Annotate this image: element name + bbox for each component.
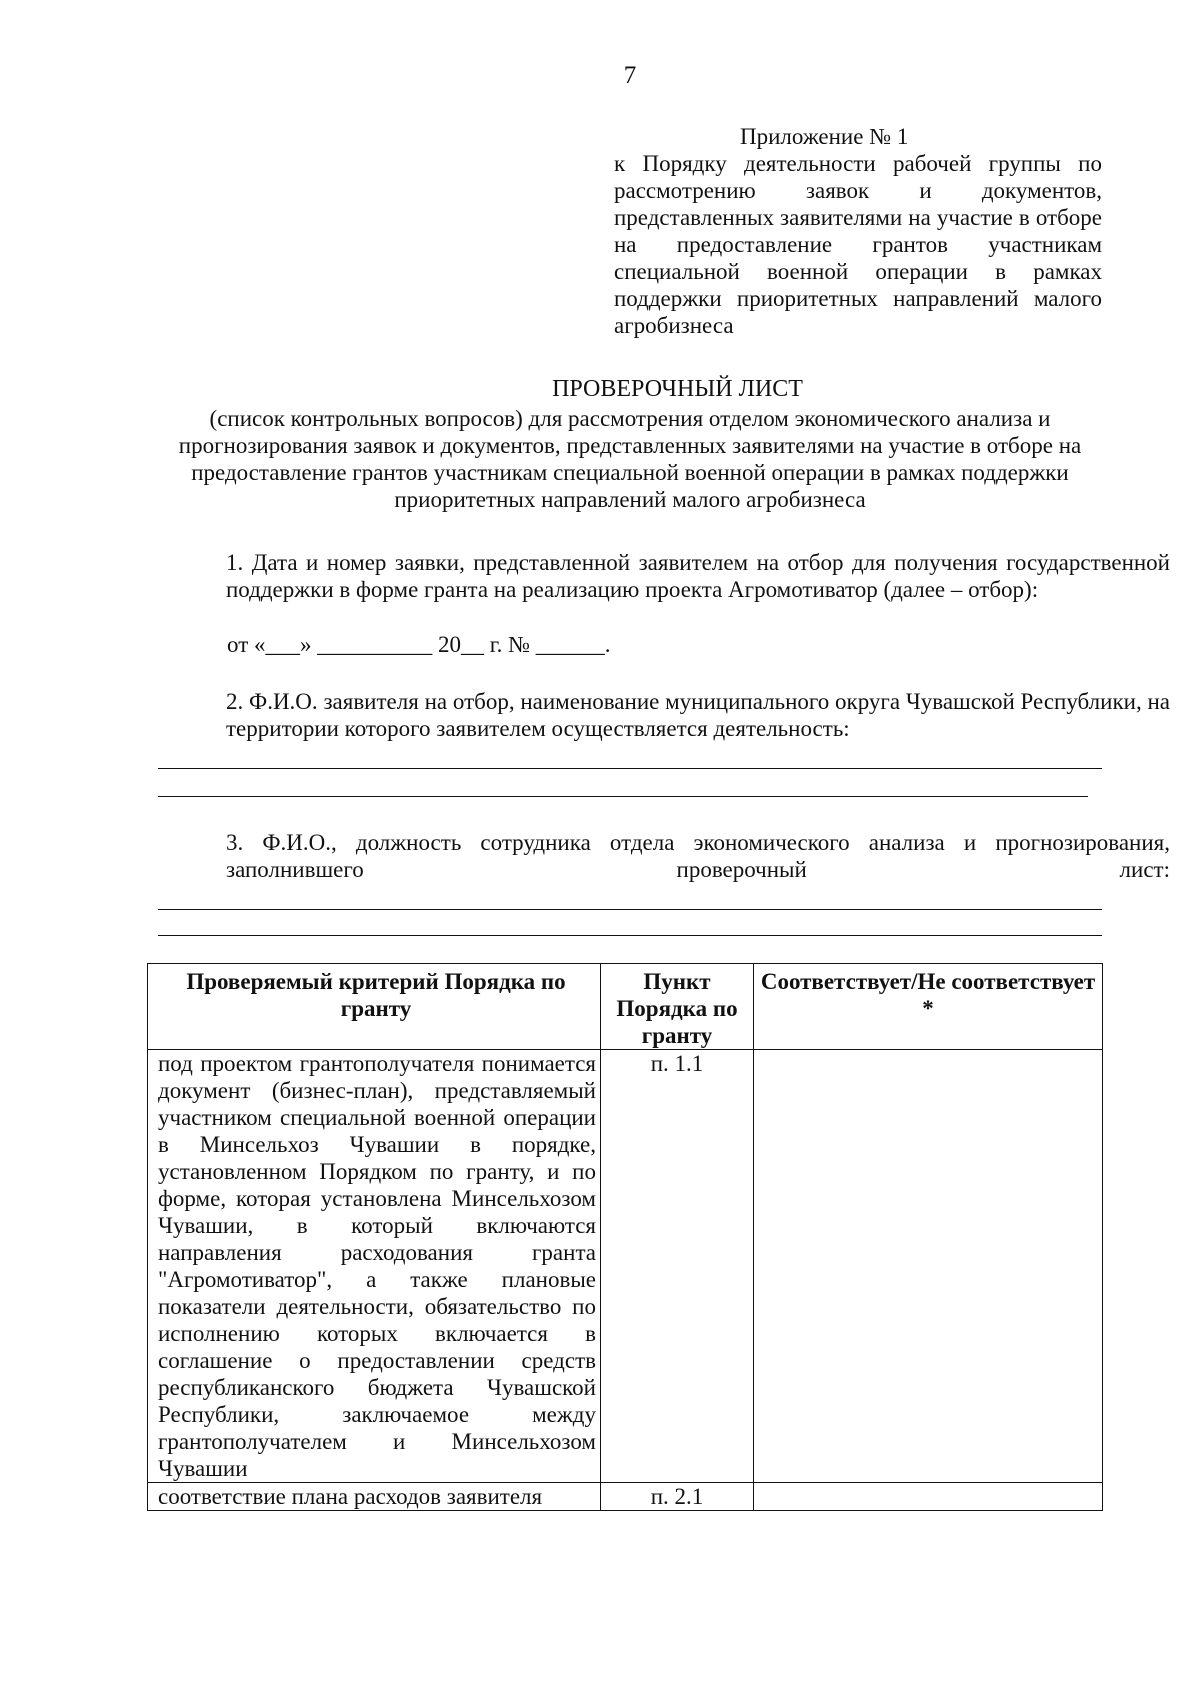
item-1-text: 1. Дата и номер заявки, представленной заявителем на отбор для получения государственной поддержки в форме гранта на реализацию проекта Агромотиватор (далее – отбор): [226,550,1170,602]
header-compliance: Соответствует/Не соответствует * [754,964,1103,1050]
page-number: 7 [623,62,637,89]
fill-in-line [158,935,1102,936]
fill-in-line [158,768,1102,769]
checklist-title: ПРОВЕРОЧНЫЙ ЛИСТ [552,376,803,402]
criterion-cell: соответствие плана расходов заявителя [148,1483,601,1511]
point-cell: п. 1.1 [601,1050,754,1483]
checklist-subtitle: (список контрольных вопросов) для рассмотрения отделом экономического анализа и прогнозирования заявок и документов, представленных заявителями на участие в отборе на предоставление грантов участникам специальной военной операции в рамках поддержки приоритетных направлений малого агробизнеса [178,406,1082,512]
fill-in-line [158,909,1102,910]
table-header-row [148,964,1103,1050]
item-2-text: 2. Ф.И.О. заявителя на отбор, наименование муниципального округа Чувашской Республики, на территории которого заявителем осуществляется деятельность: [226,689,1170,741]
header-point: Пункт Порядка по гранту [601,964,754,1050]
compliance-cell [754,1050,1103,1483]
fill-in-line [158,796,1088,797]
appendix-block [614,123,1102,339]
header-criterion: Проверяемый критерий Порядка по гранту [148,964,601,1050]
table-row [148,1483,1103,1511]
item-1-date-line: от «___» __________ 20__ г. № ______. [227,632,611,657]
appendix-title: Приложение № 1 [740,124,909,149]
criteria-table [147,963,1103,1511]
compliance-cell [754,1483,1103,1511]
point-cell: п. 2.1 [601,1483,754,1511]
appendix-text: к Порядку деятельности рабочей группы по рассмотрению заявок и документов, представленных заявителями на участие в отборе на предоставление грантов участникам специальной военной операции в рамках поддержки приоритетных направлений малого агробизнеса [614,151,1102,338]
criterion-cell: под проектом грантополучателя понимается документ (бизнес-план), представляемый участником специальной военной операции в Минсельхоз Чувашии в порядке, установленном Порядком по гранту, и по форме, которая установлена Минсельхозом Чувашии, в который включаются направления расходования гранта "Агромотиватор", а также плановые показатели деятельности, обязательство по исполнению которых включается в соглашение о предоставлении средств республиканского бюджета Чувашской Республики, заключаемое между грантополучателем и Минсельхозом Чувашии [148,1050,601,1483]
table-row [148,1050,1103,1483]
item-3-text: 3. Ф.И.О., должность сотрудника отдела экономического анализа и прогнозирования, заполнившего проверочный лист: [226,830,1170,882]
